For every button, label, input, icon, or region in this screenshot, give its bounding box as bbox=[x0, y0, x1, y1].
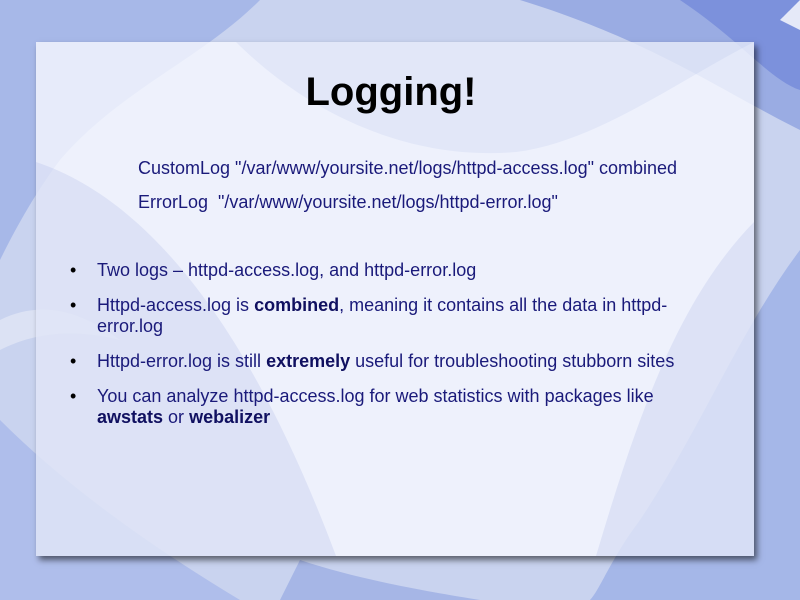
bullet-list bbox=[66, 260, 686, 442]
bullet-item bbox=[66, 260, 686, 281]
slide-title: Logging! bbox=[305, 70, 477, 114]
bullet-item bbox=[66, 295, 686, 337]
bullet-text: Httpd-error.log is still bbox=[97, 351, 267, 371]
bullet-emphasis: extremely bbox=[266, 351, 351, 371]
bullet-text: Two logs – httpd-access.log, and httpd-error.log bbox=[97, 260, 477, 280]
bullet-marker: • bbox=[70, 351, 77, 371]
bullet-item bbox=[66, 386, 686, 428]
config-line-customlog: CustomLog "/var/www/yoursite.net/logs/httpd-access.log" combined bbox=[138, 158, 678, 178]
bullet-emphasis: webalizer bbox=[189, 407, 271, 427]
bullet-text: or bbox=[163, 407, 190, 427]
bullet-text: You can analyze httpd-access.log for web statistics with packages like bbox=[97, 386, 654, 406]
bullet-marker: • bbox=[70, 260, 77, 280]
bullet-item bbox=[66, 351, 686, 372]
bullet-text: , meaning it contains all the data in httpd-error.log bbox=[97, 295, 668, 336]
bullet-marker: • bbox=[70, 295, 77, 315]
bullet-emphasis: awstats bbox=[97, 407, 164, 427]
config-line-errorlog: ErrorLog "/var/www/yoursite.net/logs/httpd-error.log" bbox=[138, 192, 558, 212]
bullet-marker: • bbox=[70, 386, 77, 406]
bullet-emphasis: combined bbox=[254, 295, 340, 315]
bullet-text: useful for troubleshooting stubborn sites bbox=[350, 351, 675, 371]
bullet-text: Httpd-access.log is bbox=[97, 295, 255, 315]
